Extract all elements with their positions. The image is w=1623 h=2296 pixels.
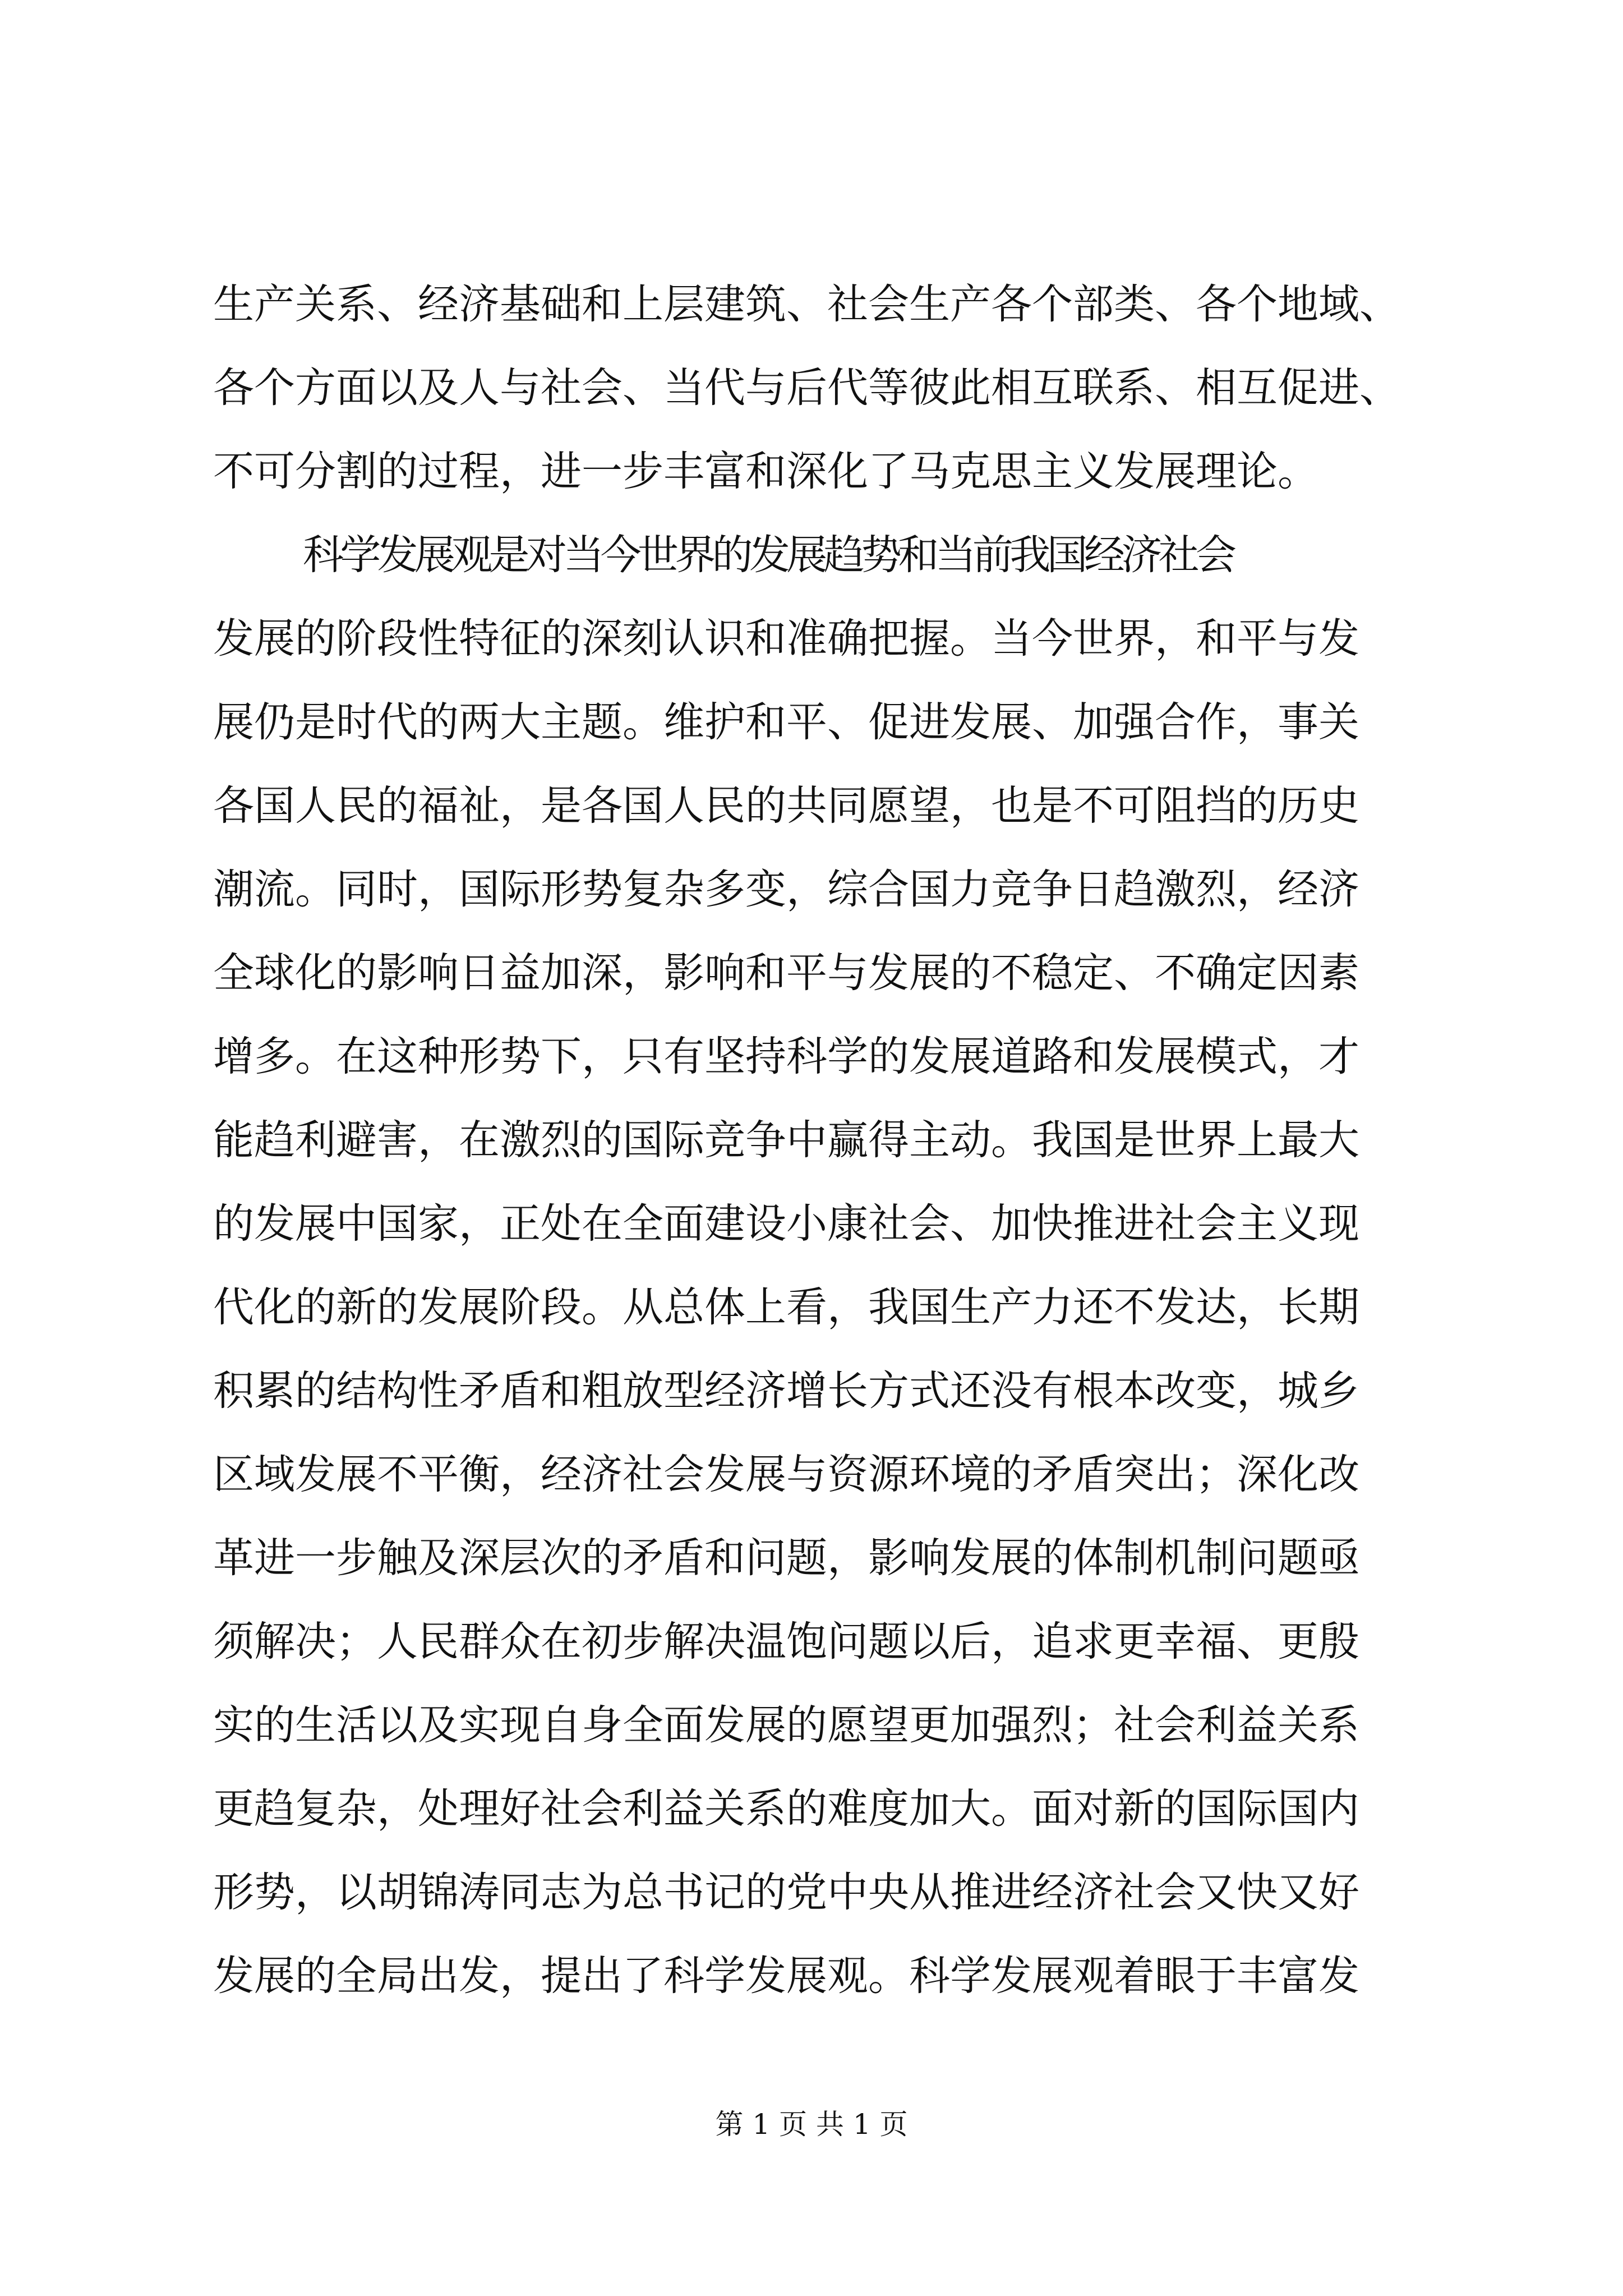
body-text-line: 科学发展观是对当今世界的发展趋势和当前我国经济社会 [303, 531, 1233, 579]
body-text-line: 须解决；人民群众在初步解决温饱问题以后，追求更幸福、更殷 [213, 1618, 1359, 1665]
body-text-line: 全球化的影响日益加深，影响和平与发展的不稳定、不确定因素 [213, 949, 1359, 997]
body-text-line: 生产关系、经济基础和上层建筑、社会生产各个部类、各个地域、 [213, 280, 1400, 328]
body-text-line: 各国人民的福祉，是各国人民的共同愿望，也是不可阻挡的历史 [213, 782, 1359, 830]
body-text-line: 实的生活以及实现自身全面发展的愿望更加强烈；社会利益关系 [213, 1701, 1359, 1749]
body-text-line: 发展的阶段性特征的深刻认识和准确把握。当今世界，和平与发 [213, 615, 1359, 662]
page-footer: 第 1 页 共 1 页 [715, 2108, 908, 2141]
body-text-line: 不可分割的过程，进一步丰富和深化了马克思主义发展理论。 [213, 448, 1318, 495]
body-text-line: 革进一步触及深层次的矛盾和问题，影响发展的体制机制问题亟 [213, 1534, 1359, 1582]
body-text-line: 潮流。同时，国际形势复杂多变，综合国力竞争日趋激烈，经济 [213, 866, 1359, 913]
body-text-line: 积累的结构性矛盾和粗放型经济增长方式还没有根本改变，城乡 [213, 1367, 1359, 1415]
body-text-line: 的发展中国家，正处在全面建设小康社会、加快推进社会主义现 [213, 1200, 1359, 1248]
body-text-line: 各个方面以及人与社会、当代与后代等彼此相互联系、相互促进、 [213, 364, 1400, 412]
body-text-line: 增多。在这种形势下，只有坚持科学的发展道路和发展模式，才 [213, 1033, 1359, 1080]
body-text-line: 更趋复杂，处理好社会利益关系的难度加大。面对新的国际国内 [213, 1785, 1359, 1833]
body-text-line: 展仍是时代的两大主题。维护和平、促进发展、加强合作，事关 [213, 698, 1359, 746]
body-text-line: 能趋利避害，在激烈的国际竞争中赢得主动。我国是世界上最大 [213, 1116, 1359, 1164]
body-text-line: 发展的全局出发，提出了科学发展观。科学发展观着眼于丰富发 [213, 1952, 1359, 2000]
body-text-line: 代化的新的发展阶段。从总体上看，我国生产力还不发达，长期 [213, 1283, 1359, 1331]
body-text-line: 区域发展不平衡，经济社会发展与资源环境的矛盾突出；深化改 [213, 1451, 1359, 1498]
body-text-line: 形势，以胡锦涛同志为总书记的党中央从推进经济社会又快又好 [213, 1869, 1359, 1916]
